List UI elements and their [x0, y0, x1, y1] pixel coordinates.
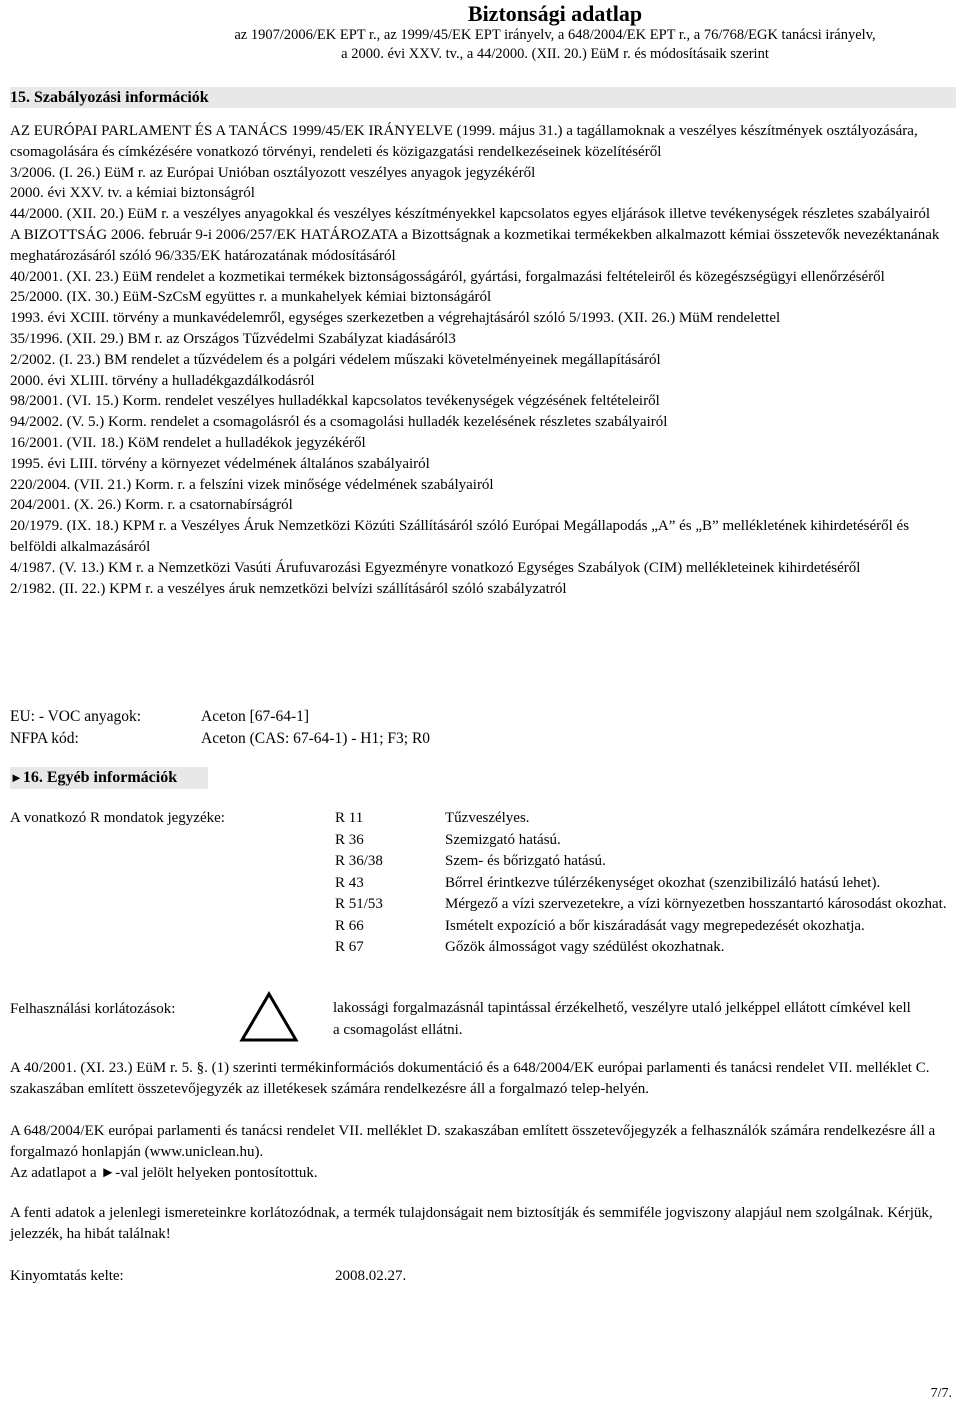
regulation-item: 44/2000. (XII. 20.) EüM r. a veszélyes anyagokkal és veszélyes készítményekkel kapcsolatos egyes eljárások illetve tevékenységek részletes szabályairól — [10, 206, 931, 223]
r-text: Bőrrel érintkezve túlérzékenységet okozhat (szenzibilizáló hatású lehet). — [445, 874, 881, 891]
r-text: Szem- és bőrizgató hatású. — [445, 853, 606, 869]
usage-restriction-text: lakossági forgalmazásnál tapintással érzékelhető, veszélyre utaló jelképpel ellátott címkével kell a csomagolást ellátni. — [333, 1000, 911, 1038]
print-date-value: 2008.02.27. — [335, 1268, 407, 1284]
document-header — [0, 0, 960, 64]
r-phrase-list-label: A vonatkozó R mondatok jegyzéke: — [10, 810, 225, 826]
page-number: 7/7. — [930, 1386, 952, 1401]
r-code: R 36/38 — [335, 853, 383, 869]
regulation-item: 1993. évi XCIII. törvény a munkavédelemről, egységes szerkezetben a végrehajtásáról szóló 5/1993. (XII. 26.) MüM rendelettel — [10, 310, 781, 327]
r-text: Tűzveszélyes. — [445, 810, 530, 826]
regulation-item: A BIZOTTSÁG 2006. február 9-i 2006/257/EK HATÁROZATA a Bizottságnak a kozmetikai termékekben alkalmazott kémiai összetevők nevezéktanának meghatározásáról szóló 96/335/EK határozatának módosításáról — [10, 226, 940, 264]
regulation-item: 204/2001. (X. 26.) Korm. r. a csatornabírságról — [10, 497, 293, 514]
regulation-item: 2000. évi XXV. tv. a kémiai biztonságról — [10, 185, 255, 202]
regulation-item: 2000. évi XLIII. törvény a hulladékgazdálkodásról — [10, 372, 315, 389]
r-text: Ismételt expozíció a bőr kiszáradását vagy megrepedezését okozhatja. — [445, 917, 865, 934]
r-code: R 67 — [335, 939, 364, 955]
regulation-item: AZ EURÓPAI PARLAMENT ÉS A TANÁCS 1999/45/EK IRÁNYELVE (1999. május 31.) a tagállamoknak a veszélyes készítmények osztályozására, csomagolására és címkézésére vonatkozó törvényi, rendeleti és közigazgatási rendelkezéseinek közelítéséről — [10, 123, 918, 160]
regulation-item: 1995. évi LIII. törvény a környezet védelmének általános szabályairól — [10, 455, 430, 472]
print-date-label: Kinyomtatás kelte: — [10, 1268, 124, 1284]
document-title: Biztonsági adatlap — [467, 1, 643, 26]
regulation-item: 40/2001. (XI. 23.) EüM rendelet a kozmetikai termékek biztonságosságáról, gyártási, forgalmazási feltételeiről és közegészségügyi ellenőrzéséről — [10, 268, 885, 285]
regulation-item: 2/1982. (II. 22.) KPM r. a veszélyes áruk nemzetközi belvízi szállításáról szóló szabályzatról — [10, 580, 567, 597]
regulation-item: 94/2002. (V. 5.) Korm. rendelet a csomagolásról és a csomagolási hulladék kezelésének részletes szabályairól — [10, 414, 668, 431]
r-code: R 66 — [335, 917, 364, 934]
regulation-item: 4/1987. (V. 13.) KM r. a Nemzetközi Vasúti Árufuvarozási Egyezményre vonatkozó Egységes Szabályok (CIM) mellékleteinek kihirdetéséről — [10, 559, 861, 576]
r-phrase-list — [10, 808, 955, 959]
r-code: R 51/53 — [335, 896, 383, 912]
tactile-warning-triangle-icon — [238, 990, 300, 1044]
header-regulation-line-1: az 1907/2006/EK EPT r., az 1999/45/EK EPT irányelv, a 648/2004/EK EPT r., a 76/768/EGK tanácsi irányelv, — [234, 27, 876, 43]
regulation-item: 2/2002. (I. 23.) BM rendelet a tűzvédelem és a polgári védelem műszaki követelményeinek megállapításáról — [10, 351, 661, 368]
section-16-title: 16. Egyéb információk — [22, 769, 178, 786]
regulation-item: 20/1979. (IX. 18.) KPM r. a Veszélyes Áruk Nemzetközi Közúti Szállításáról szóló Európai Megállapodás „A” és „B” mellékletének kihirdetéséről és belföldi alkalmazásáról — [10, 518, 910, 555]
regulation-item: 220/2004. (VII. 21.) Korm. r. a felszíni vizek minősége védelmének szabályairól — [10, 476, 494, 493]
nfpa-label: NFPA kód: — [10, 730, 79, 747]
regulation-item: 16/2001. (VII. 18.) KöM rendelet a hulladékok jegyzékéről — [10, 434, 366, 451]
voc-nfpa-block — [10, 706, 910, 750]
regulation-item: 98/2001. (VI. 15.) Korm. rendelet veszélyes hulladékkal kapcsolatos tevékenységek végzésének feltételeiről — [10, 393, 660, 410]
voc-label: EU: - VOC anyagok: — [10, 708, 142, 725]
r-code: R 43 — [335, 874, 364, 891]
nfpa-value: Aceton (CAS: 67-64-1) - H1; F3; R0 — [201, 730, 431, 747]
regulation-item: 3/2006. (I. 26.) EüM r. az Európai Unióban osztályozott veszélyes anyagok jegyzékéről — [10, 164, 536, 181]
voc-value: Aceton [67-64-1] — [201, 708, 310, 725]
header-regulation-line-2: a 2000. évi XXV. tv., a 44/2000. (XII. 20.) EüM r. és módosításaik szerint — [341, 46, 769, 62]
regulation-list — [10, 121, 945, 599]
regulation-item: 25/2000. (IX. 30.) EüM-SzCsM együttes r. a munkahelyek kémiai biztonságáról — [10, 289, 492, 306]
print-date-row — [10, 1266, 406, 1287]
usage-restriction-label: Felhasználási korlátozások: — [10, 1001, 176, 1017]
section-16-heading — [10, 767, 208, 789]
change-marker-icon: ► — [10, 770, 23, 785]
info-paragraph-1c: Az adatlapot a ►-val jelölt helyeken pontosítottuk. — [10, 1165, 318, 1181]
disclaimer-paragraph: A fenti adatok a jelenlegi ismereteinkre korlátozódnak, a termék tulajdonságait nem biztosítják és semmiféle jogviszony alapjául nem szolgálnak. Kérjük, jelezzék, ha hibát találnak! — [10, 1205, 933, 1242]
regulation-item: 35/1996. (XII. 29.) BM r. az Országos Tűzvédelmi Szabályzat kiadásáról3 — [10, 330, 456, 347]
r-text: Gőzök álmosságot vagy szédülést okozhatnak. — [445, 939, 725, 955]
r-text: Szemizgató hatású. — [445, 831, 561, 848]
section-15-heading: 15. Szabályozási információk — [10, 87, 956, 108]
r-code: R 11 — [335, 810, 364, 826]
r-code: R 36 — [335, 831, 364, 848]
r-text: Mérgező a vízi szervezetekre, a vízi környezetben hosszantartó károsodást okozhat. — [445, 896, 947, 912]
info-paragraph-1b: A 648/2004/EK európai parlamenti és tanácsi rendelet VII. melléklet D. szakaszában említett összetevőjegyzék a felhasználók számára rendelkezésre áll a forgalmazó honlapján (www.uniclean.hu). — [10, 1123, 936, 1160]
info-paragraph-1a: A 40/2001. (XI. 23.) EüM r. 5. §. (1) szerinti termékinformációs dokumentáció és a 648/2004/EK európai parlamenti és tanácsi rendelet VII. melléklet C. szakaszában említett összetevőjegyzék az illetékesek számára rendelkezésre áll a forgalmazó telep-helyén. — [10, 1060, 930, 1097]
